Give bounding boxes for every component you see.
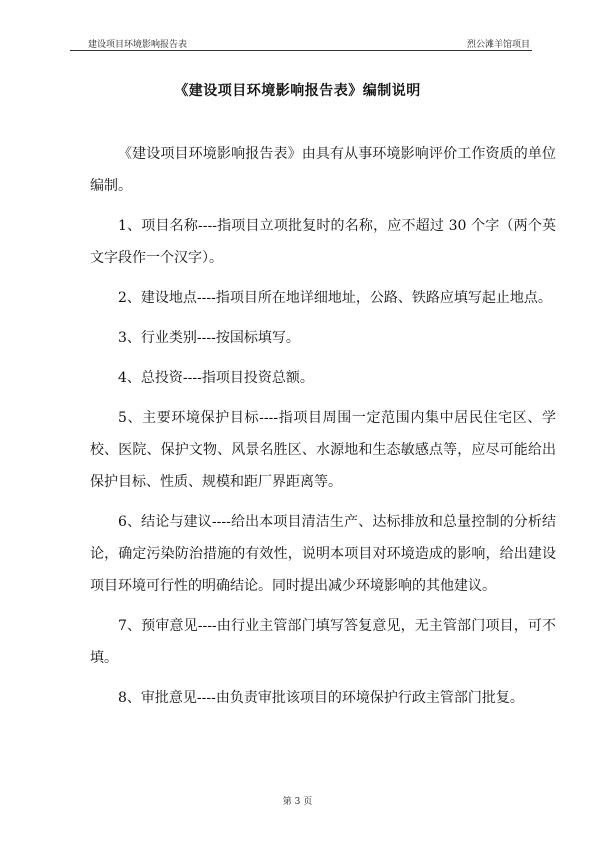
paragraph-conclusion: 6、结论与建议----给出本项目清洁生产、达标排放和总量控制的分析结论，确定污染防治措施的有效性，说明本项目对环境造成的影响，给出建设项目环境可行性的明确结论。同时提出减少环境影响的其他建议。 bbox=[90, 514, 556, 594]
paragraph-intro: 《建设项目环境影响报告表》由具有从事环境影响评价工作资质的单位编制。 bbox=[90, 146, 556, 194]
header-document-title: 建设项目环境影响报告表 bbox=[88, 40, 188, 50]
paragraph-project-name: 1、项目名称----指项目立项批复时的名称，应不超过 30 个字（两个英文字段作一个汉字）。 bbox=[90, 218, 556, 266]
page-number: 第 3 页 bbox=[282, 797, 313, 807]
paragraph-investment: 4、总投资----指项目投资总额。 bbox=[118, 370, 314, 386]
page-title: 《建设项目环境影响报告表》编制说明 bbox=[174, 83, 421, 99]
paragraph-approval: 8、审批意见----由负责审批该项目的环境保护行政主管部门批复。 bbox=[118, 690, 524, 706]
header-rule bbox=[70, 50, 532, 51]
document-body bbox=[90, 138, 556, 722]
page-header bbox=[70, 34, 532, 50]
paragraph-location: 2、建设地点----指项目所在地详细地址，公路、铁路应填写起止地点。 bbox=[118, 290, 552, 306]
paragraph-protection-targets: 5、主要环境保护目标----指项目周围一定范围内集中居民住宅区、学校、医院、保护文物、风景名胜区、水源地和生态敏感点等，应尽可能给出保护目标、性质、规模和距厂界距离等。 bbox=[90, 410, 556, 490]
header-project-name: 烈公滩羊馆项目 bbox=[466, 40, 530, 50]
paragraph-pre-review: 7、预审意见----由行业主管部门填写答复意见，无主管部门项目，可不填。 bbox=[90, 618, 556, 666]
paragraph-industry: 3、行业类别----按国标填写。 bbox=[118, 330, 300, 346]
